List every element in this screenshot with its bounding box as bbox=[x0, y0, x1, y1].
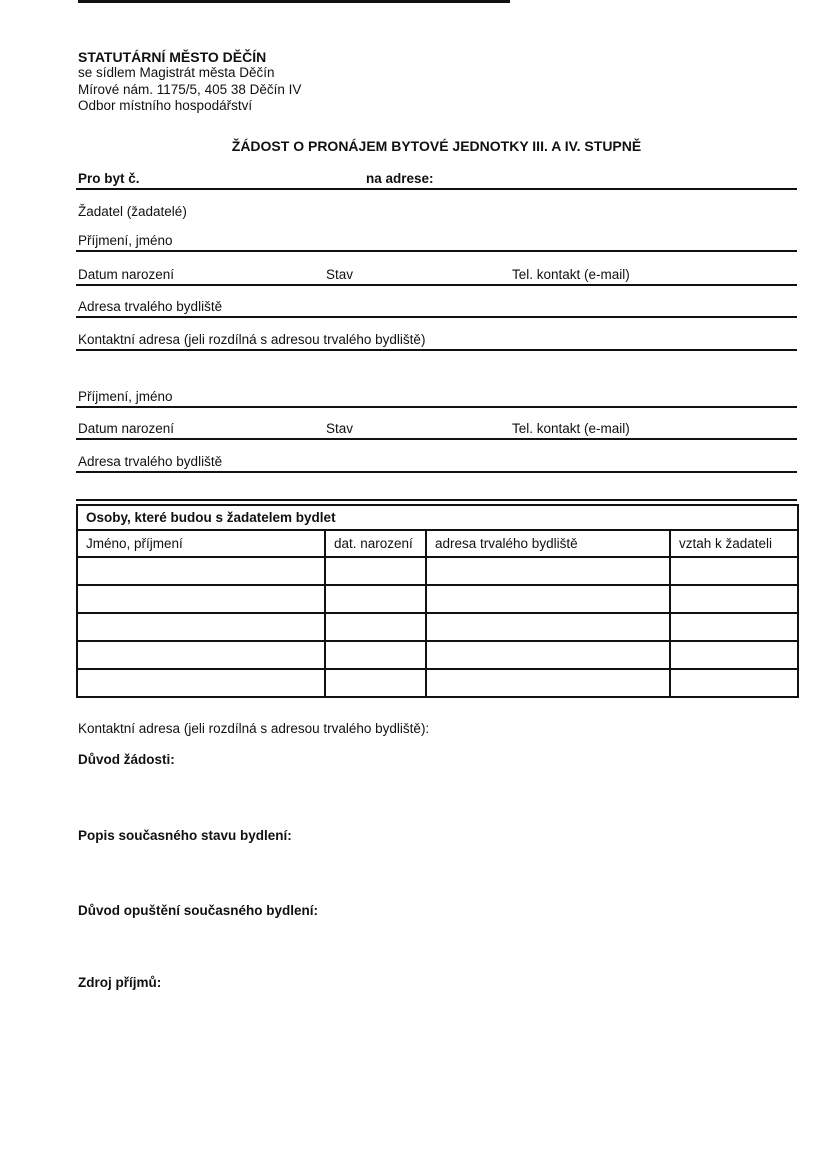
flat-number-label: Pro byt č. bbox=[78, 171, 140, 186]
table-cell-empty[interactable] bbox=[77, 585, 325, 613]
org-seat-line: se sídlem Magistrát města Děčín bbox=[78, 65, 275, 81]
table-cell-empty[interactable] bbox=[426, 557, 670, 585]
org-name: STATUTÁRNÍ MĚSTO DĚČÍN bbox=[78, 49, 267, 65]
phone-contact-label-1: Tel. kontakt (e-mail) bbox=[512, 267, 630, 282]
table-cell-empty[interactable] bbox=[325, 585, 426, 613]
marital-status-label-1: Stav bbox=[326, 267, 354, 282]
table-cell-empty[interactable] bbox=[77, 613, 325, 641]
table-row bbox=[77, 613, 798, 641]
col-header-relation: vztah k žadateli bbox=[670, 530, 798, 557]
table-cell-empty[interactable] bbox=[670, 585, 798, 613]
org-street-line: Mírové nám. 1175/5, 405 38 Děčín IV bbox=[78, 81, 302, 97]
phone-contact-label-2: Tel. kontakt (e-mail) bbox=[512, 421, 630, 436]
table-cell-empty[interactable] bbox=[325, 669, 426, 697]
col-header-permanent-address: adresa trvalého bydliště bbox=[426, 530, 670, 557]
field-permanent-address-2[interactable] bbox=[76, 455, 797, 473]
table-cell-empty[interactable] bbox=[325, 613, 426, 641]
field-flat-number-line[interactable] bbox=[76, 172, 797, 190]
permanent-address-label-1: Adresa trvalého bydliště bbox=[78, 299, 223, 314]
leaving-reason-heading: Důvod opuštění současného bydlení: bbox=[78, 903, 319, 918]
field-birth-status-contact-1[interactable] bbox=[76, 268, 797, 286]
table-top-rule bbox=[76, 499, 797, 501]
letterhead bbox=[78, 49, 301, 115]
table-cell-empty[interactable] bbox=[670, 557, 798, 585]
table-row bbox=[77, 641, 798, 669]
field-birth-status-contact-2[interactable] bbox=[76, 422, 797, 440]
table-cell-empty[interactable] bbox=[77, 641, 325, 669]
contact-address-label-1: Kontaktní adresa (jeli rozdílná s adresou trvalého bydliště) bbox=[78, 332, 426, 347]
surname-name-label-2: Příjmení, jméno bbox=[78, 389, 173, 404]
reason-heading: Důvod žádosti: bbox=[78, 752, 175, 767]
table-cell-empty[interactable] bbox=[670, 669, 798, 697]
surname-name-label-1: Příjmení, jméno bbox=[78, 233, 173, 248]
field-surname-name-1[interactable] bbox=[76, 234, 797, 252]
current-housing-heading: Popis současného stavu bydlení: bbox=[78, 828, 292, 843]
top-rule bbox=[78, 0, 510, 3]
flat-address-label: na adrese: bbox=[366, 171, 434, 186]
form-title: ŽÁDOST O PRONÁJEM BYTOVÉ JEDNOTKY III. A IV. STUPNĚ bbox=[231, 138, 642, 154]
marital-status-label-2: Stav bbox=[326, 421, 354, 436]
table-cell-empty[interactable] bbox=[426, 585, 670, 613]
field-permanent-address-1[interactable] bbox=[76, 300, 797, 318]
table-cell-empty[interactable] bbox=[670, 613, 798, 641]
income-source-heading: Zdroj příjmů: bbox=[78, 975, 162, 990]
org-department-line: Odbor místního hospodářství bbox=[78, 98, 253, 114]
table-cell-empty[interactable] bbox=[426, 613, 670, 641]
table-cell-empty[interactable] bbox=[426, 641, 670, 669]
table-cell-empty[interactable] bbox=[77, 557, 325, 585]
table-cell-empty[interactable] bbox=[77, 669, 325, 697]
table-cell-empty[interactable] bbox=[325, 557, 426, 585]
birth-date-label-1: Datum narození bbox=[78, 267, 175, 282]
table-row bbox=[77, 585, 798, 613]
field-surname-name-2[interactable] bbox=[76, 390, 797, 408]
permanent-address-label-2: Adresa trvalého bydliště bbox=[78, 454, 223, 469]
table-row bbox=[77, 669, 798, 697]
contact-address-note: Kontaktní adresa (jeli rozdílná s adresou trvalého bydliště): bbox=[78, 721, 430, 736]
cohabitants-table bbox=[76, 504, 799, 698]
col-header-birth-date: dat. narození bbox=[325, 530, 426, 557]
table-row bbox=[77, 557, 798, 585]
applicants-heading: Žadatel (žadatelé) bbox=[78, 204, 187, 219]
col-header-name: Jméno, příjmení bbox=[77, 530, 325, 557]
field-contact-address-1[interactable] bbox=[76, 333, 797, 351]
table-cell-empty[interactable] bbox=[670, 641, 798, 669]
table-cell-empty[interactable] bbox=[426, 669, 670, 697]
table-caption: Osoby, které budou s žadatelem bydlet bbox=[77, 505, 798, 530]
birth-date-label-2: Datum narození bbox=[78, 421, 175, 436]
table-cell-empty[interactable] bbox=[325, 641, 426, 669]
